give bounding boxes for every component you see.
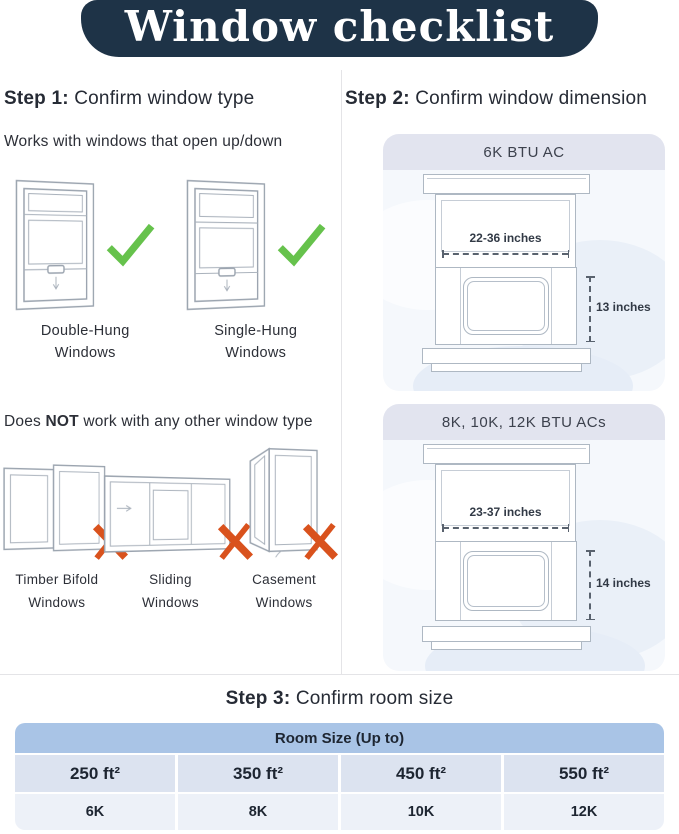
timber-bifold-illustration-wrap — [1, 447, 113, 557]
dimension-card-6k — [383, 134, 665, 391]
page-title: Window checklist — [124, 2, 555, 51]
sliding-illustration-wrap — [102, 447, 238, 557]
window-sill — [422, 348, 591, 364]
works-note: Works with windows that open up/down — [4, 133, 283, 150]
double-hung-item — [0, 179, 171, 365]
single-hung-item — [171, 179, 342, 365]
height-dimension-label: 13 inches — [596, 300, 651, 314]
lower-sash — [435, 541, 577, 621]
single-hung-window-icon — [184, 177, 266, 313]
cross-icon — [299, 519, 341, 561]
double-hung-window-icon — [14, 177, 96, 313]
height-dimension-line — [589, 276, 591, 342]
side-panel-line — [460, 268, 461, 344]
timber-bifold-label: Timber Bifold Windows — [15, 571, 99, 610]
casement-item — [227, 447, 341, 615]
step2-heading — [345, 88, 679, 110]
width-dimension-line — [443, 527, 568, 529]
ac-unit-inner — [467, 555, 545, 607]
timber-bifold-item — [0, 447, 114, 615]
room-size-table — [15, 723, 664, 830]
lower-sash — [435, 267, 577, 345]
step3-label: Step 3: — [225, 688, 291, 709]
window-sill-ledge — [431, 364, 582, 372]
double-hung-illustration-wrap — [13, 179, 157, 311]
casement-label: Casement Windows — [252, 571, 317, 610]
side-panel-line — [551, 542, 552, 620]
check-icon — [274, 221, 328, 269]
step3-title: Confirm room size — [295, 688, 454, 709]
check-icon — [103, 221, 157, 269]
dimension-card-8k-12k — [383, 404, 665, 671]
single-hung-label: Single-Hung Windows — [214, 323, 298, 362]
height-dimension-label: 14 inches — [596, 576, 651, 590]
window-top-frame — [423, 444, 590, 464]
btu-cell: 10K — [341, 794, 501, 830]
room-size-cell: 450 ft² — [341, 755, 501, 792]
sliding-item — [114, 447, 228, 615]
step3-section — [0, 674, 679, 830]
sliding-window-icon — [102, 469, 232, 559]
not-work-note: Does NOT work with any other window type — [4, 412, 313, 430]
btu-cell: 12K — [504, 794, 664, 830]
side-panel-line — [551, 268, 552, 344]
banner — [81, 0, 598, 57]
width-dimension-label: 22-36 inches — [469, 231, 542, 245]
card-header: 6K BTU AC — [383, 134, 665, 170]
window-top-frame — [423, 174, 590, 194]
width-dimension-line — [443, 253, 568, 255]
window-dimension-diagram — [383, 440, 665, 671]
width-dimension-label: 23-37 inches — [469, 505, 542, 519]
side-panel-line — [460, 542, 461, 620]
table-header: Room Size (Up to) — [15, 723, 664, 753]
btu-cell: 6K — [15, 794, 175, 830]
room-size-cell: 350 ft² — [178, 755, 338, 792]
ac-unit-inner — [467, 281, 545, 331]
single-hung-illustration-wrap — [184, 179, 328, 311]
step1-section — [0, 75, 341, 615]
unsupported-windows-row — [0, 447, 341, 615]
supported-windows-row — [0, 179, 341, 365]
step3-heading — [0, 688, 679, 710]
step2-title: Confirm window dimension — [415, 88, 648, 109]
window-frame — [435, 194, 576, 344]
step2-label: Step 2: — [345, 88, 410, 109]
window-dimension-diagram — [383, 170, 665, 391]
step1-heading — [4, 88, 341, 110]
step1-label: Step 1: — [4, 88, 69, 109]
window-sill — [422, 626, 591, 642]
casement-illustration-wrap — [245, 447, 323, 557]
step2-section — [341, 75, 679, 671]
window-frame — [435, 464, 576, 620]
step1-title: Confirm window type — [74, 88, 255, 109]
double-hung-label: Double-Hung Windows — [40, 323, 130, 362]
ac-unit — [463, 277, 549, 335]
height-dimension-line — [589, 550, 591, 620]
sliding-label: Sliding Windows — [142, 571, 199, 610]
ac-unit — [463, 551, 549, 611]
card-header: 8K, 10K, 12K BTU ACs — [383, 404, 665, 440]
btu-cell: 8K — [178, 794, 338, 830]
room-size-cell: 250 ft² — [15, 755, 175, 792]
window-sill-ledge — [431, 642, 582, 650]
room-size-cell: 550 ft² — [504, 755, 664, 792]
